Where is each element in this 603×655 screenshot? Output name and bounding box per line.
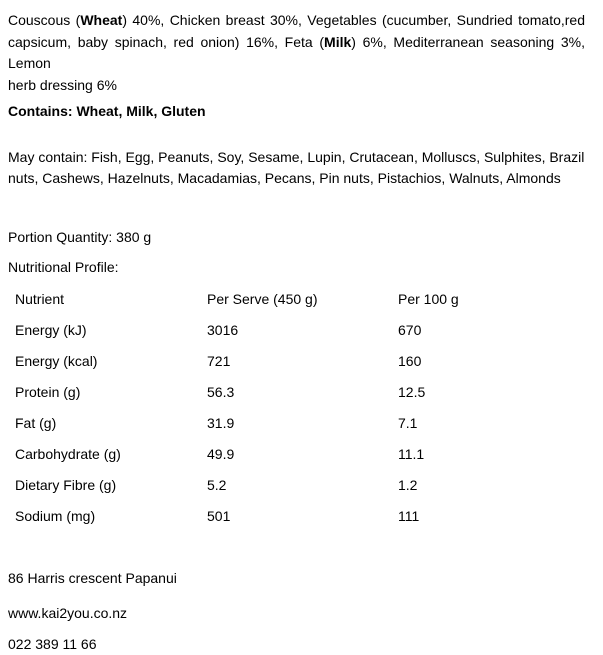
per-serve-value: 501 xyxy=(207,502,398,533)
per-100g-value: 11.1 xyxy=(398,440,585,471)
per-serve-value: 31.9 xyxy=(207,409,398,440)
column-header-per-serve: Per Serve (450 g) xyxy=(207,285,398,316)
column-header-nutrient: Nutrient xyxy=(15,285,207,316)
nutritional-profile-heading: Nutritional Profile: xyxy=(8,257,585,279)
table-row xyxy=(15,409,585,440)
nutrient-name: Dietary Fibre (g) xyxy=(15,471,207,502)
ingredients-text: capsicum, baby spinach, red onion) 16%, Feta ( xyxy=(8,34,324,50)
per-100g-value: 1.2 xyxy=(398,471,585,502)
table-row xyxy=(15,471,585,502)
nutrient-name: Fat (g) xyxy=(15,409,207,440)
ingredients-line-1 xyxy=(8,10,585,32)
website-url: www.kai2you.co.nz xyxy=(8,603,585,625)
may-contain-line-1: May contain: Fish, Egg, Peanuts, Soy, Sesame, Lupin, Crutacean, Molluscs, Sulphites, Brazil xyxy=(8,147,585,169)
ingredients-line-2 xyxy=(8,32,585,75)
nutrient-name: Energy (kJ) xyxy=(15,316,207,347)
per-serve-value: 5.2 xyxy=(207,471,398,502)
per-serve-value: 3016 xyxy=(207,316,398,347)
food-label-document xyxy=(8,10,585,655)
per-100g-value: 160 xyxy=(398,347,585,378)
may-contain-line-2: nuts, Cashews, Hazelnuts, Macadamias, Pecans, Pin nuts, Pistachios, Walnuts, Almonds xyxy=(8,168,585,190)
contains-statement: Contains: Wheat, Milk, Gluten xyxy=(8,101,585,123)
ingredients-text: ) 40%, Chicken breast 30%, Vegetables (cucumber, Sundried tomato,red xyxy=(122,12,585,28)
ingredients-paragraph xyxy=(8,10,585,96)
address-line: 86 Harris crescent Papanui xyxy=(8,568,585,590)
per-serve-value: 56.3 xyxy=(207,378,398,409)
per-serve-value: 49.9 xyxy=(207,440,398,471)
phone-number: 022 389 11 66 xyxy=(8,634,585,655)
ingredients-text: herb dressing 6% xyxy=(8,77,117,93)
may-contain-paragraph xyxy=(8,147,585,190)
per-100g-value: 12.5 xyxy=(398,378,585,409)
portion-quantity: Portion Quantity: 380 g xyxy=(8,227,585,249)
nutrition-table-header-row xyxy=(15,285,585,316)
allergen-bold-wheat: Wheat xyxy=(80,12,122,28)
per-100g-value: 7.1 xyxy=(398,409,585,440)
per-serve-value: 721 xyxy=(207,347,398,378)
column-header-per-100g: Per 100 g xyxy=(398,285,585,316)
ingredients-text: ) 6%, Mediterranean seasoning 3%, Lemon xyxy=(8,34,585,72)
per-100g-value: 670 xyxy=(398,316,585,347)
table-row xyxy=(15,347,585,378)
nutrient-name: Protein (g) xyxy=(15,378,207,409)
ingredients-line-3 xyxy=(8,75,585,97)
nutrition-table xyxy=(15,285,585,533)
per-100g-value: 111 xyxy=(398,502,585,533)
table-row xyxy=(15,378,585,409)
nutrient-name: Sodium (mg) xyxy=(15,502,207,533)
table-row xyxy=(15,440,585,471)
ingredients-text: Couscous ( xyxy=(8,12,80,28)
nutrient-name: Energy (kcal) xyxy=(15,347,207,378)
nutrient-name: Carbohydrate (g) xyxy=(15,440,207,471)
table-row xyxy=(15,316,585,347)
table-row xyxy=(15,502,585,533)
allergen-bold-milk: Milk xyxy=(324,34,351,50)
